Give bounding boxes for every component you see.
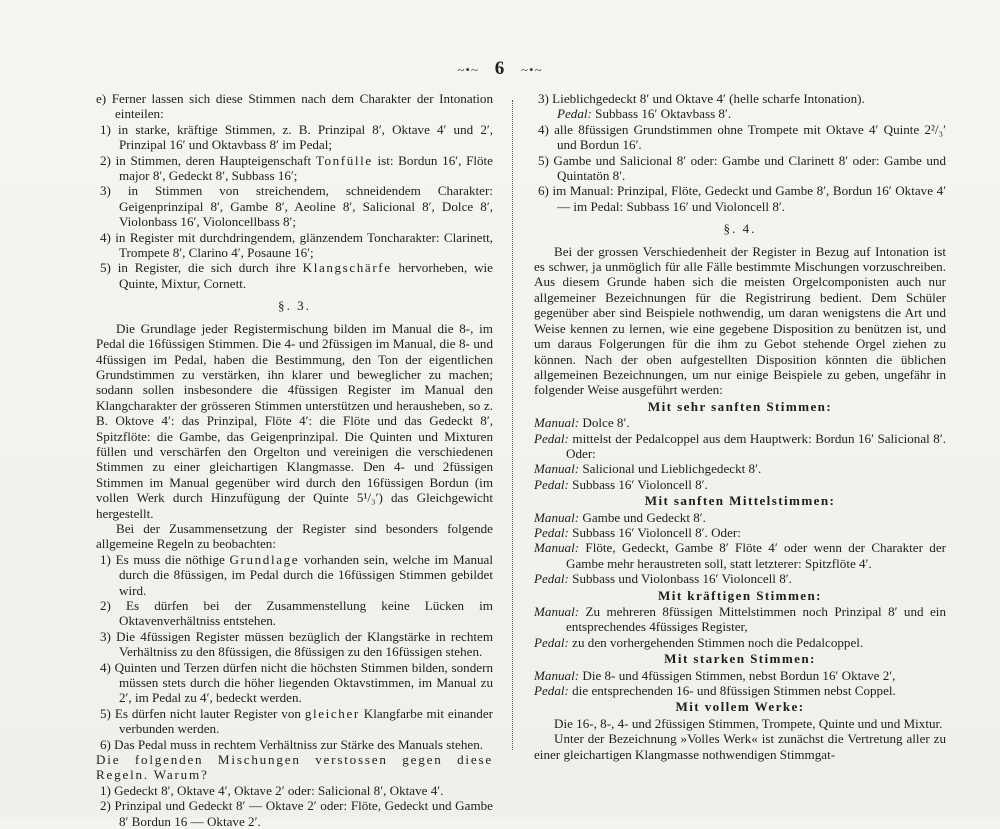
list-item: 2) Es dürfen bei der Zusammenstellung keine Lücken im Oktavenverhältniss entstehen.: [100, 598, 493, 629]
text-span: Salicional und Lieblichgedeckt 8′.: [579, 461, 762, 477]
list-item: [96, 260, 493, 291]
list-item: 4) alle 8füssigen Grundstimmen ohne Trompete mit Oktave 4′ Quinte 2²/₃′ und Bordun 16′.: [538, 121, 946, 153]
section-heading: §. 4.: [723, 221, 757, 237]
spaced-term: Klangschärfe: [302, 260, 392, 276]
manual-label: Manual:: [534, 604, 580, 619]
list-item: 6) Das Pedal muss in rechtem Verhältniss zur Stärke des Manuals stehen.: [100, 736, 484, 752]
manual-label: Manual:: [534, 415, 580, 431]
column-divider: [512, 100, 513, 750]
spaced-term: Tonfülle: [315, 152, 373, 168]
pedal-label: Pedal:: [534, 683, 569, 699]
page-number: 6: [494, 58, 506, 79]
pedal-label: Pedal:: [557, 106, 592, 122]
text-span: vorhanden sein, welche im Manual durch die 8füssigen, im Pedal durch die 16füssigen Stimmen gebildet wird.: [119, 551, 493, 598]
pedal-label: Pedal:: [534, 524, 569, 540]
list-item: 2) Prinzipal und Gedeckt 8′ — Oktave 2′ oder: Flöte, Gedeckt und Gambe 8′ Bordun 16 — Oktave 2′.: [100, 798, 493, 829]
list-item: [534, 91, 946, 122]
text-span: Die 8- und 4füssigen Stimmen, nebst Bordun 16′ Oktave 2′,: [579, 667, 896, 683]
paragraph: Die 16-, 8-, 4- und 2füssigen Stimmen, Trompete, Quinte und und Mixtur.: [554, 715, 943, 731]
list-item: [96, 153, 493, 184]
text-span: ist: Bordun 16′, Flöte major 8′, Gedeckt 8′, Subbass 16′;: [119, 152, 493, 184]
text-span: 2) in Stimmen, deren Haupteigenschaft: [100, 152, 316, 168]
subheading: Mit sehr sanften Stimmen:: [647, 398, 833, 414]
subheading: Mit vollem Werke:: [675, 699, 805, 715]
pedal-label: Pedal:: [534, 571, 569, 587]
section-heading: §. 3.: [278, 298, 311, 314]
subheading: Mit sanften Mittelstimmen:: [644, 493, 836, 509]
registration-line: [534, 604, 946, 635]
text-span: die entsprechenden 16- und 8füssigen Stimmen nebst Coppel.: [568, 683, 896, 699]
pedal-label: Pedal:: [534, 476, 569, 492]
registration-line: [534, 571, 946, 586]
registration-line: [534, 525, 946, 540]
paragraph: Bei der grossen Verschiedenheit der Register in Bezug auf Intonation ist es schwer, ja unmöglich für alle Fälle bestimmte Mischungen vorzuschreiben. Aus diesem Grunde haben sich die meisten Orgelcomponisten auch nur allgemeiner Bezeichnungen für die Registrirung bedient. Dem Schüler gegenüber aber sind Beispiele nothwendig, um daran wenigstens die Art und Weise kennen zu lernen, wie eine gegebene Disposition zu benützen ist, und um daraus Folgerungen für die ihm zu Gebot stehende Orgel ziehen zu können. Nach der oben aufgestellten Disposition könnten die üblichen allgemeinen Bezeichnungen, um nur einige Beispiele zu geben, ungefähr in folgender Weise ausgeführt werden:: [534, 243, 946, 398]
text-span: 5) Es dürfen nicht lauter Register von: [100, 705, 305, 721]
text-span: 3) Lieblichgedeckt 8′ und Oktave 4′ (helle scharfe Intonation).: [538, 91, 865, 106]
registration-line: [534, 415, 946, 430]
list-item: [96, 706, 493, 737]
text-span: Zu mehreren 8füssigen Mittelstimmen noch Prinzipal 8′ und ein entsprechendes 4füssiges Register,: [566, 604, 946, 635]
text-span: Subbass 16′ Oktavbass 8′.: [591, 106, 732, 122]
text-span: Klangfarbe mit einander verbunden werden.: [119, 705, 493, 737]
paragraph: Bei der Zusammensetzung der Register sind besonders folgende allgemeine Regeln zu beobachten:: [96, 520, 493, 552]
manual-label: Manual:: [534, 509, 580, 525]
list-item: 6) im Manual: Prinzipal, Flöte, Gedeckt und Gambe 8′, Bordun 16′ Oktave 4′ — im Pedal: Subbass 16′ und Violoncell 8′.: [538, 183, 946, 214]
ornament-right-icon: ~•~: [521, 61, 543, 77]
left-column: [96, 91, 493, 829]
text-span: Dolce 8′.: [579, 415, 630, 431]
list-item: [96, 552, 493, 598]
text-span: Subbass und Violonbass 16′ Violoncell 8′.: [568, 571, 792, 587]
text-span: Flöte, Gedeckt, Gambe 8′ Flöte 4′ oder wenn der Charakter der Gambe mehr heraustreten soll, statt letzterer: Spitzflöte 4′.: [566, 540, 946, 571]
list-item: 4) in Register mit durchdringendem, glänzendem Toncharakter: Clarinett, Trompete 8′, Clarino 4′, Posaune 16′;: [100, 229, 493, 261]
list-item: 5) Gambe und Salicional 8′ oder: Gambe und Clarinett 8′ oder: Gambe und Quintatön 8′.: [538, 152, 946, 184]
question-heading: Die folgenden Mischungen verstossen gegen diese Regeln. Warum?: [96, 752, 493, 783]
registration-line: [534, 477, 946, 492]
registration-line: [534, 431, 946, 462]
registration-line: [534, 668, 946, 683]
list-item: 3) Die 4füssigen Register müssen bezüglich der Klangstärke in rechtem Verhältniss zu den 8füssigen, die 8füssigen zu den 16füssigen stehen.: [100, 628, 493, 660]
text-span: 1) Es muss die nöthige: [100, 551, 230, 567]
pedal-label: Pedal:: [534, 634, 569, 650]
text-span: 5) in Register, die sich durch ihre: [100, 260, 303, 276]
spaced-term: Grundlage: [229, 551, 300, 567]
text-span: zu den vorhergehenden Stimmen noch die Pedalcoppel.: [568, 634, 864, 650]
text-span: mittelst der Pedalcoppel aus dem Hauptwerk: Bordun 16′ Salicional 8′. Oder:: [566, 430, 946, 461]
spaced-term: gleicher: [304, 705, 360, 721]
text-span: Gambe und Gedeckt 8′.: [579, 509, 706, 525]
manual-label: Manual:: [534, 667, 580, 683]
registration-line: [534, 510, 946, 525]
subheading: Mit kräftigen Stimmen:: [658, 587, 822, 603]
list-item: 4) Quinten und Terzen dürfen nicht die höchsten Stimmen bilden, sondern müssen stets durch die höher liegenden Oktavstimmen, im Manual zu 2′, im Pedal zu 4′, bedeckt werden.: [100, 659, 493, 706]
list-item: 1) Gedeckt 8′, Oktave 4′, Oktave 2′ oder: Salicional 8′, Oktave 4′.: [100, 782, 444, 798]
list-item: 1) in starke, kräftige Stimmen, z. B. Prinzipal 8′, Oktave 4′ und 2′, Prinzipal 16′ und Oktavbass 8′ im Pedal;: [100, 121, 493, 153]
manual-label: Manual:: [534, 540, 580, 556]
pedal-label: Pedal:: [534, 430, 569, 446]
right-column: [534, 91, 946, 762]
paragraph-e-intro: e) Ferner lassen sich diese Stimmen nach dem Charakter der Intonation einteilen:: [96, 91, 493, 122]
page-header: [0, 58, 1000, 80]
paragraph: Die Grundlage jeder Registermischung bilden im Manual die 8-, im Pedal die 16füssigen Stimmen. Die 4- und 2füssigen im Manual, die 8- und 4füssigen im Pedal, haben die Bestimmung, den Ton der eigentlichen Grundstimmen zu verstärken, ihn klarer und beweglicher zu machen; sodann sollen insbesondere die 4füssigen Register im Manual den Klangcharakter der grösseren Stimmen unterstützen und herausheben, so z. B. Oktove 4′: das Prinzipal, Flöte 4′: die Flöte und das Gedeckt 8′, Spitzflöte: die Gambe, das Geigenprinzipal. Die Quinten und Mixturen füllen und verschärfen den Orgelton und vereinigen die verschiedenen Stimmen zu einer gleichartigen Klangmasse. Den 4- und 2füssigen Stimmen im Manual gegenüber wird durch den 16füssigen Bordun (im vollen Werk durch Hinzufügung der Quinte 5¹/₃′) das Gleichgewicht hergestellt.: [96, 320, 493, 521]
subheading: Mit starken Stimmen:: [664, 651, 816, 667]
registration-line: [534, 683, 946, 698]
text-span: Subbass 16′ Violoncell 8′.: [568, 476, 708, 492]
text-span: hervorheben, wie Quinte, Mixtur, Cornett.: [119, 260, 493, 291]
ornament-left-icon: ~•~: [457, 61, 479, 77]
paragraph: Unter der Bezeichnung »Volles Werk« ist zunächst die Vertretung aller zu einer gleichartigen Klangmasse nothwendigen Stimmgat-: [534, 731, 946, 762]
registration-line: [534, 540, 946, 571]
registration-line: [534, 635, 946, 650]
text-span: Subbass 16′ Violoncell 8′. Oder:: [568, 524, 741, 540]
list-item: 3) in Stimmen von streichendem, schneidendem Charakter: Geigenprinzipal 8′, Gambe 8′, Aeoline 8′, Salicional 8′, Dolce 8′, Violonbass 16′, Violoncellbass 8′;: [100, 183, 493, 230]
registration-line: [534, 461, 946, 476]
manual-label: Manual:: [534, 461, 580, 477]
